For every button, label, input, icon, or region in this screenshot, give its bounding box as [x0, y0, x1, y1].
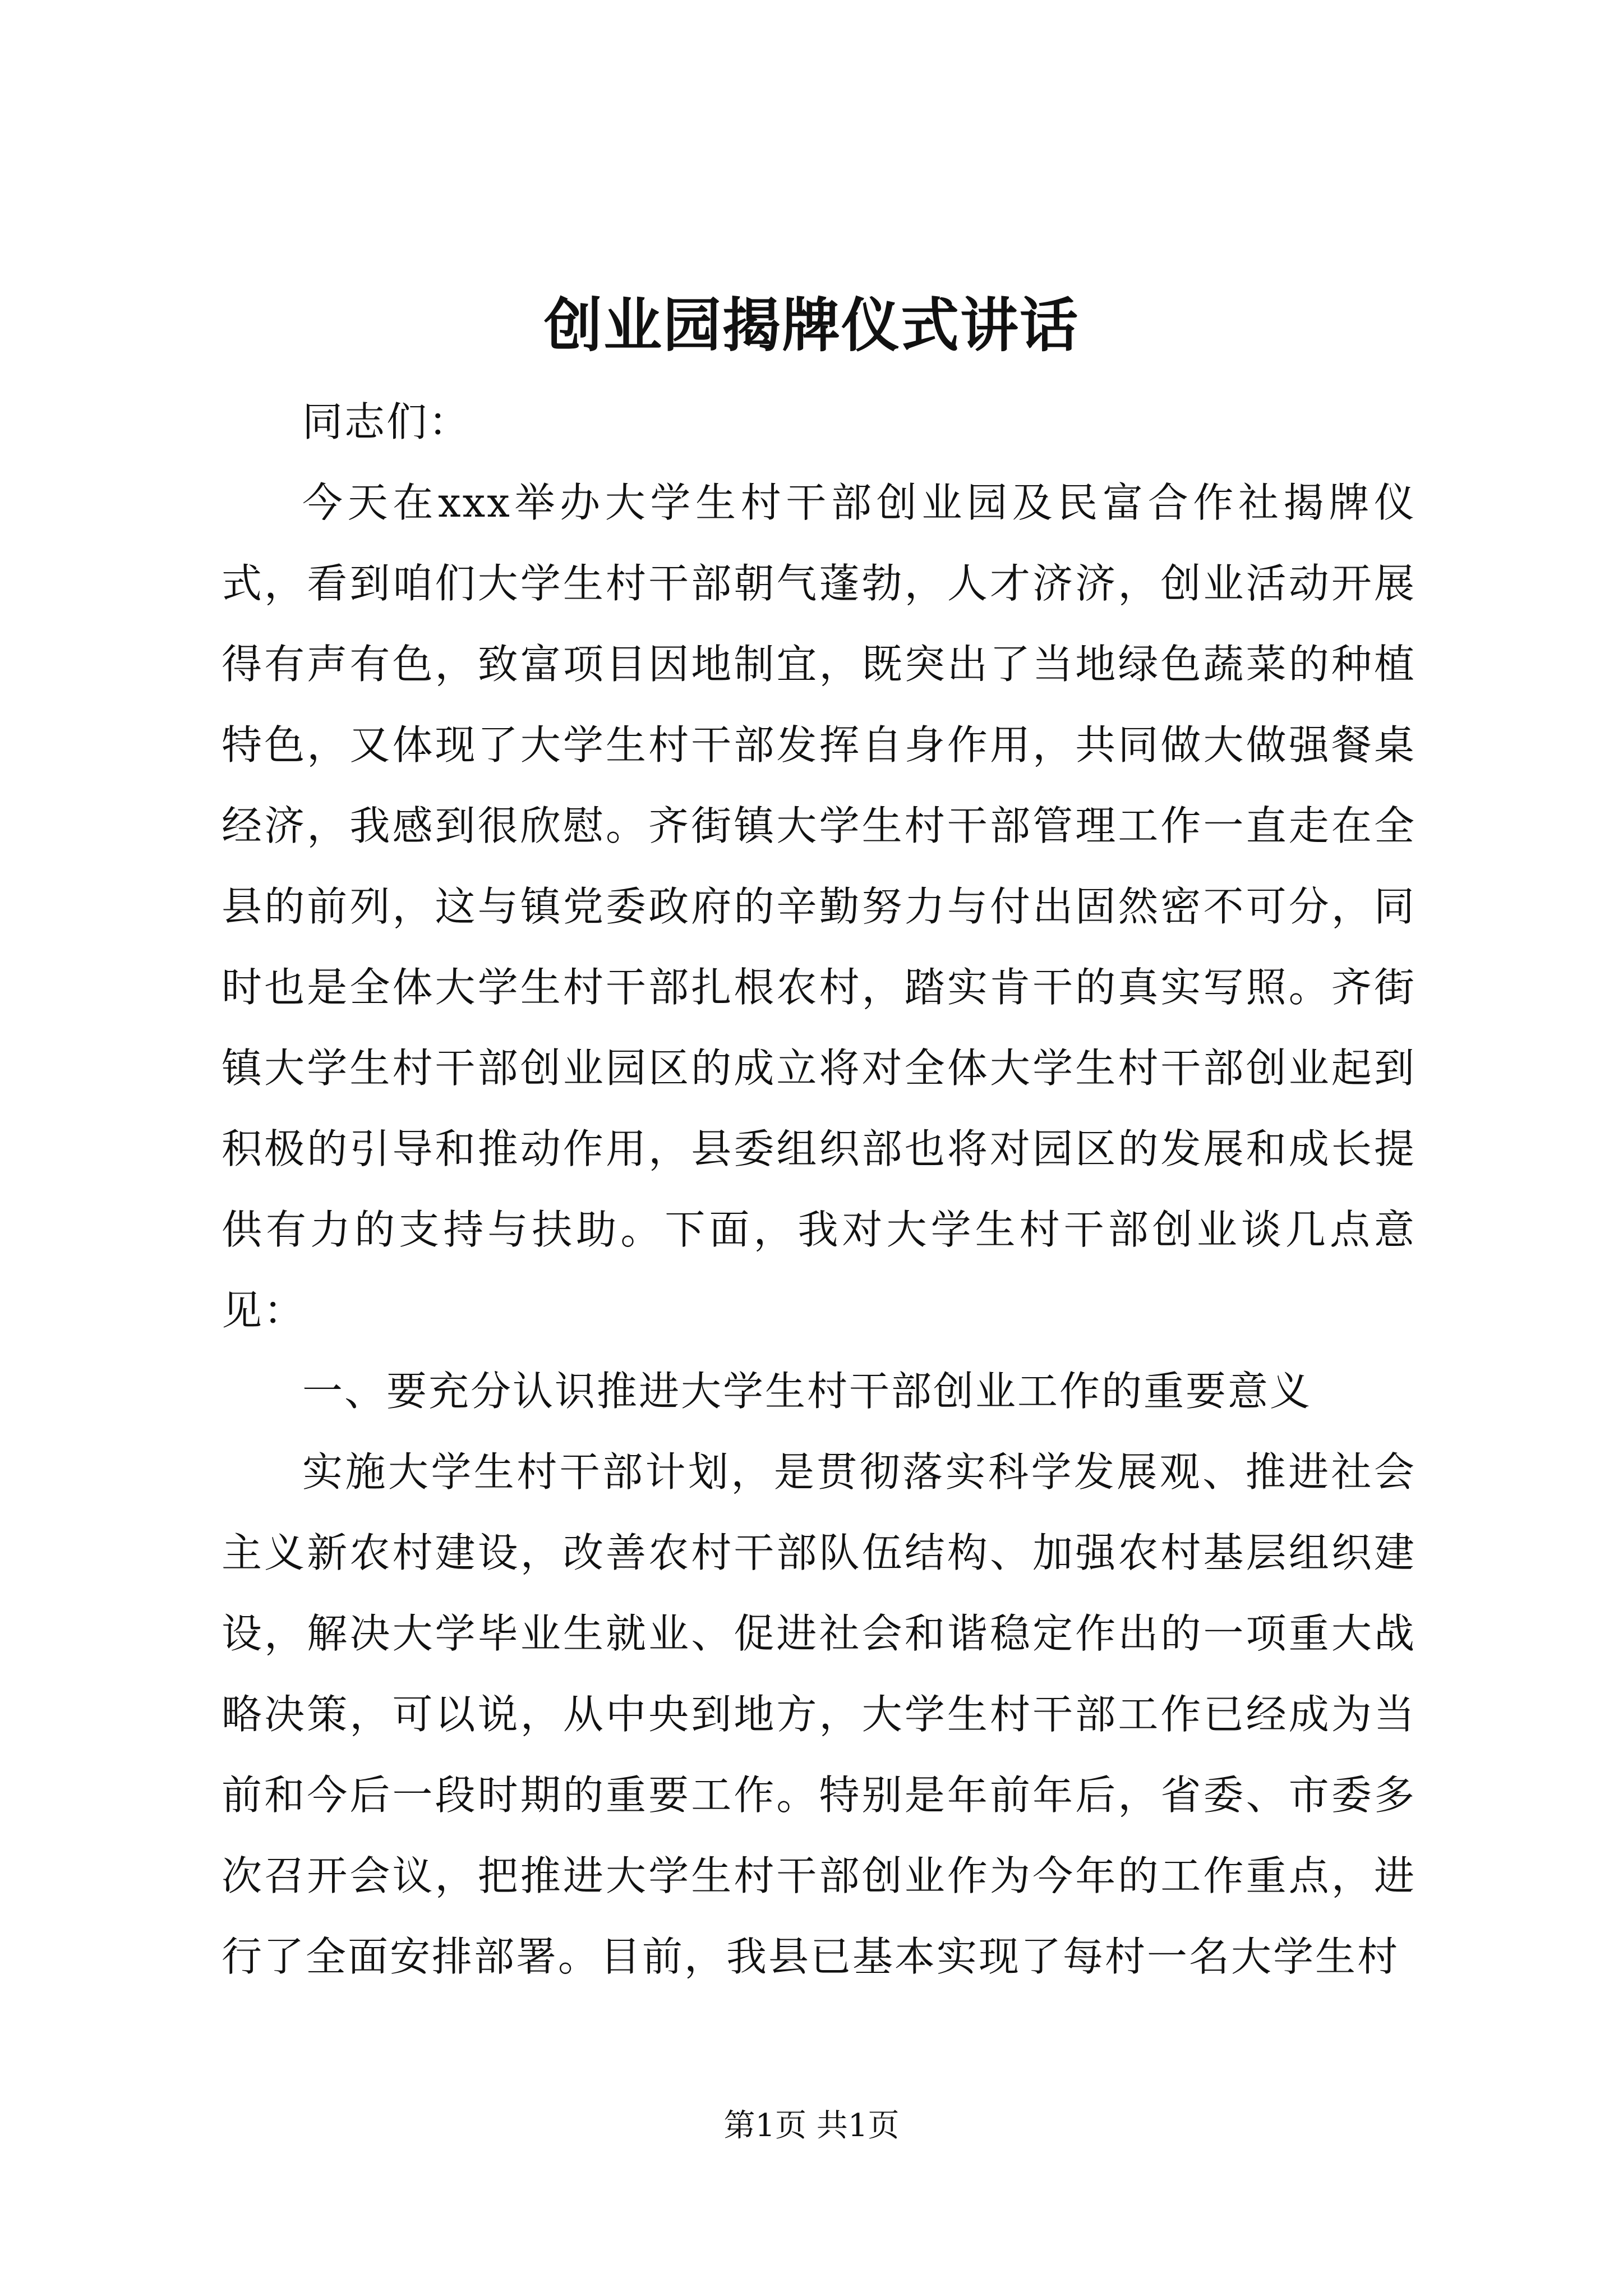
section-heading-1: 一、要充分认识推进大学生村干部创业工作的重要意义 [302, 1368, 1312, 1415]
salutation: 同志们： [302, 398, 471, 445]
document-title: 创业园揭牌仪式讲话 [543, 291, 1079, 360]
paragraph-intro: 今天在xxx举办大学生村干部创业园及民富合作社揭牌仪式，看到咱们大学生村干部朝气蓬勃，人才济济，创业活动开展得有声有色，致富项目因地制宜，既突出了当地绿色蔬菜的种植特色，又体现了大学生村干部发挥自身作用，共同做大做强餐桌经济，我感到很欣慰。齐街镇大学生村干部管理工作一直走在全县的前列，这与镇党委政府的辛勤努力与付出固然密不可分，同时也是全体大学生村干部扎根农村，踏实肯干的真实写照。齐街镇大学生村干部创业园区的成立将对全体大学生村干部创业起到积极的引导和推动作用，县委组织部也将对园区的发展和成长提供有力的支持与扶助。下面，我对大学生村干部创业谈几点意见： [222, 479, 1416, 1334]
paragraph-section-1: 实施大学生村干部计划，是贯彻落实科学发展观、推进社会主义新农村建设，改善农村干部队伍结构、加强农村基层组织建设，解决大学毕业生就业、促进社会和谐稳定作出的一项重大战略决策，可以说，从中央到地方，大学生村干部工作已经成为当前和今后一段时期的重要工作。特别是年前年后，省委、市委多次召开会议，把推进大学生村干部创业作为今年的工作重点，进行了全面安排部署。目前，我县已基本实现了每村一名大学生村 [222, 1448, 1416, 1980]
document-body [222, 381, 1416, 1997]
page-footer: 第1页 共1页 [723, 2108, 900, 2144]
